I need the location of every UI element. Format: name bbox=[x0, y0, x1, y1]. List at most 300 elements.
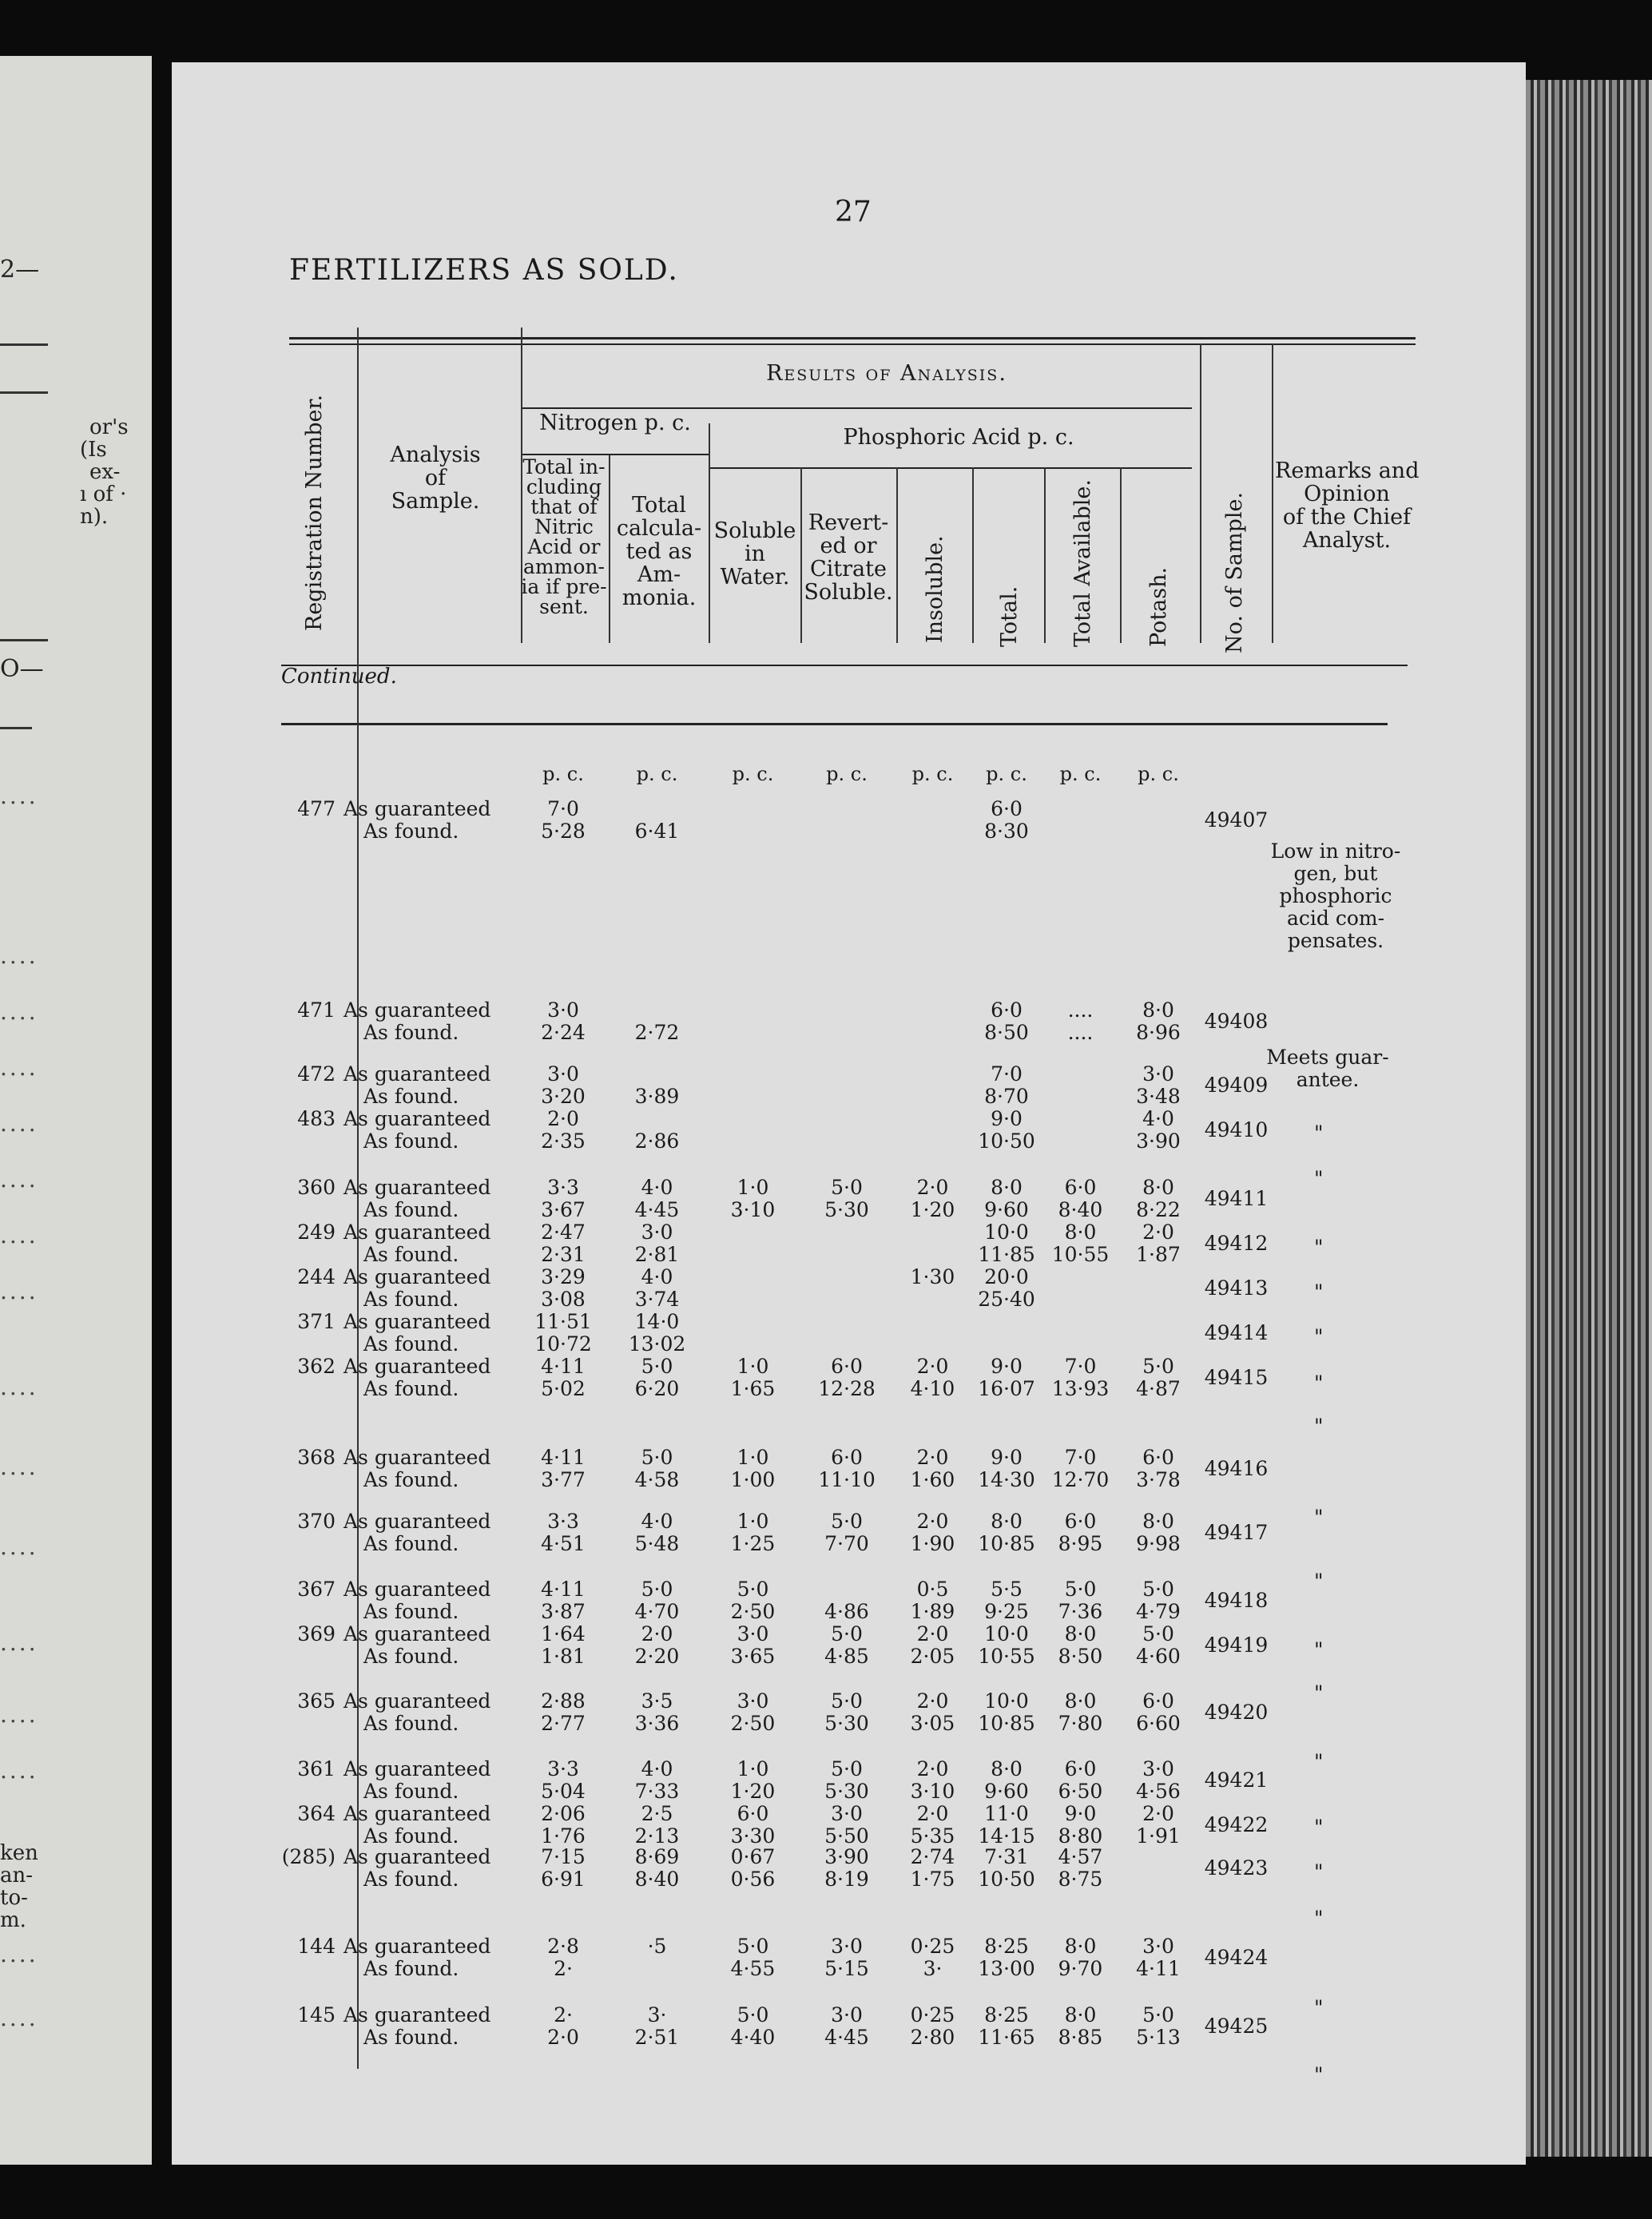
found-value: 3·20 bbox=[541, 1085, 586, 1108]
guaranteed-value: 7·15 bbox=[541, 1845, 586, 1868]
guaranteed-value: 2·0 bbox=[916, 1802, 949, 1825]
found-value: 6·91 bbox=[541, 1868, 586, 1891]
found-value: 4·87 bbox=[1136, 1377, 1181, 1400]
guaranteed-value: 4·11 bbox=[541, 1355, 586, 1378]
left-rule bbox=[0, 639, 48, 641]
found-value: 10·85 bbox=[978, 1532, 1035, 1555]
found-value: 5·30 bbox=[824, 1198, 869, 1221]
guaranteed-value: 3·5 bbox=[641, 1689, 673, 1713]
found-value: 1·76 bbox=[541, 1824, 586, 1848]
found-value: 1·60 bbox=[910, 1468, 955, 1491]
dot-leader: .... bbox=[0, 1757, 38, 1784]
guaranteed-value: 9·0 bbox=[1064, 1802, 1097, 1825]
label-found: As found. bbox=[363, 820, 459, 843]
label-found: As found. bbox=[363, 1377, 459, 1400]
found-value: 3·30 bbox=[730, 1824, 776, 1848]
label-guaranteed: As guaranteed bbox=[344, 1578, 491, 1601]
left-rule bbox=[0, 391, 48, 394]
guaranteed-value: 3·0 bbox=[1142, 1935, 1174, 1958]
found-value: 2·72 bbox=[634, 1021, 680, 1044]
registration-number: 365 bbox=[297, 1689, 336, 1713]
guaranteed-value: 2·0 bbox=[1142, 1802, 1174, 1825]
guaranteed-value: 5·0 bbox=[641, 1578, 673, 1601]
found-value: 6·41 bbox=[634, 820, 680, 843]
page-title: FERTILIZERS AS SOLD. bbox=[289, 254, 679, 287]
guaranteed-value: 7·0 bbox=[1064, 1355, 1097, 1378]
dot-leader: .... bbox=[0, 943, 38, 969]
guaranteed-value: 8·0 bbox=[1064, 1935, 1097, 1958]
found-value: 10·85 bbox=[978, 1712, 1035, 1735]
label-guaranteed: As guaranteed bbox=[344, 1265, 491, 1288]
found-value: 5·35 bbox=[910, 1824, 955, 1848]
found-value: 1·65 bbox=[730, 1377, 776, 1400]
sample-number: 49420 bbox=[1204, 1701, 1269, 1724]
sample-number: 49411 bbox=[1204, 1187, 1269, 1210]
found-value: 3·87 bbox=[541, 1600, 586, 1623]
remark-ditto: " bbox=[1314, 1996, 1324, 2019]
found-value: 25·40 bbox=[978, 1288, 1035, 1311]
found-value: 10·55 bbox=[978, 1645, 1035, 1668]
sample-number: 49414 bbox=[1204, 1321, 1269, 1344]
found-value: 2·50 bbox=[730, 1712, 776, 1735]
label-guaranteed: As guaranteed bbox=[344, 1622, 491, 1645]
dot-leader: .... bbox=[0, 1701, 38, 1728]
guaranteed-value: 5·0 bbox=[1142, 1622, 1174, 1645]
found-value: 9·98 bbox=[1136, 1532, 1181, 1555]
guaranteed-value: 2·88 bbox=[541, 1689, 586, 1713]
guaranteed-value: 3·0 bbox=[547, 1062, 579, 1086]
label-guaranteed: As guaranteed bbox=[344, 1062, 491, 1086]
guaranteed-value: 3·0 bbox=[737, 1622, 769, 1645]
found-value: 9·60 bbox=[984, 1780, 1029, 1803]
found-value: 10·50 bbox=[978, 1868, 1035, 1891]
registration-number: 367 bbox=[297, 1578, 336, 1601]
guaranteed-value: 3·90 bbox=[824, 1845, 869, 1868]
found-value: 2·0 bbox=[547, 2026, 579, 2049]
found-value: 4·11 bbox=[1136, 1957, 1181, 1980]
header-bottom-rule bbox=[281, 665, 1408, 666]
guaranteed-value: 2·5 bbox=[641, 1802, 673, 1825]
found-value: .... bbox=[1067, 1021, 1094, 1044]
found-value: 8·85 bbox=[1058, 2026, 1103, 2049]
found-value: 2·31 bbox=[541, 1243, 586, 1266]
found-value: 4·60 bbox=[1136, 1645, 1181, 1668]
found-value: 2·50 bbox=[730, 1600, 776, 1623]
found-value: 3· bbox=[923, 1957, 943, 1980]
guaranteed-value: 3· bbox=[647, 2003, 667, 2026]
found-value: 1·20 bbox=[730, 1780, 776, 1803]
guaranteed-value: 8·69 bbox=[634, 1845, 680, 1868]
found-value: 1·81 bbox=[541, 1645, 586, 1668]
found-value: 8·22 bbox=[1136, 1198, 1181, 1221]
guaranteed-value: 8·0 bbox=[1064, 1689, 1097, 1713]
left-fragment: n). bbox=[80, 505, 109, 529]
left-fragment: ex- bbox=[89, 460, 121, 484]
registration-number: 244 bbox=[297, 1265, 336, 1288]
dot-leader: .... bbox=[0, 1534, 38, 1560]
found-value: 11·10 bbox=[818, 1468, 876, 1491]
header-top-rule bbox=[289, 343, 1416, 345]
guaranteed-value: 9·0 bbox=[991, 1107, 1023, 1130]
left-fragment: an- bbox=[0, 1864, 34, 1888]
remark-ditto: " bbox=[1314, 2063, 1324, 2086]
found-value: 1·75 bbox=[910, 1868, 955, 1891]
found-value: 14·15 bbox=[978, 1824, 1035, 1848]
guaranteed-value: 6·0 bbox=[991, 797, 1023, 820]
dot-leader: .... bbox=[0, 1374, 38, 1400]
registration-number: 361 bbox=[297, 1757, 336, 1780]
column-divider bbox=[1120, 467, 1122, 643]
registration-number: 483 bbox=[297, 1107, 336, 1130]
label-found: As found. bbox=[363, 1780, 459, 1803]
results-rule bbox=[521, 407, 1192, 409]
found-value: 4·70 bbox=[634, 1600, 680, 1623]
guaranteed-value: 3·0 bbox=[1142, 1062, 1174, 1086]
guaranteed-value: 10·0 bbox=[984, 1221, 1029, 1244]
label-found: As found. bbox=[363, 1712, 459, 1735]
found-value: 3·77 bbox=[541, 1468, 586, 1491]
guaranteed-value: 8·25 bbox=[984, 1935, 1029, 1958]
found-value: 5·02 bbox=[541, 1377, 586, 1400]
label-found: As found. bbox=[363, 1645, 459, 1668]
guaranteed-value: 7·0 bbox=[547, 797, 579, 820]
found-value: 4·10 bbox=[910, 1377, 955, 1400]
found-value: 5·50 bbox=[824, 1824, 869, 1848]
remark-meets-guarantee: Meets guar- antee. bbox=[1266, 1046, 1389, 1091]
sample-number: 49418 bbox=[1204, 1589, 1269, 1612]
found-value: 5·15 bbox=[824, 1957, 869, 1980]
guaranteed-value: 8·0 bbox=[1064, 2003, 1097, 2026]
guaranteed-value: 6·0 bbox=[1064, 1757, 1097, 1780]
guaranteed-value: 3·0 bbox=[831, 2003, 863, 2026]
column-divider bbox=[1272, 343, 1273, 643]
guaranteed-value: 8·0 bbox=[991, 1176, 1023, 1199]
remark-ditto: " bbox=[1314, 1415, 1324, 1438]
guaranteed-value: 5·0 bbox=[737, 1935, 769, 1958]
found-value: 3·90 bbox=[1136, 1129, 1181, 1153]
header-analysis-of-sample: Analysis of Sample. bbox=[390, 443, 481, 514]
guaranteed-value: 2·06 bbox=[541, 1802, 586, 1825]
found-value: 8·75 bbox=[1058, 1868, 1103, 1891]
guaranteed-value: 2·0 bbox=[1142, 1221, 1174, 1244]
guaranteed-value: 6·0 bbox=[831, 1355, 863, 1378]
found-value: 7·80 bbox=[1058, 1712, 1103, 1735]
dot-leader: .... bbox=[0, 783, 38, 809]
found-value: 4·55 bbox=[730, 1957, 776, 1980]
dot-leader: .... bbox=[0, 1166, 38, 1193]
guaranteed-value: 6·0 bbox=[1064, 1510, 1097, 1533]
guaranteed-value: 2·0 bbox=[641, 1622, 673, 1645]
header-potash: Potash. bbox=[1146, 566, 1171, 647]
dot-leader: .... bbox=[0, 1630, 38, 1656]
guaranteed-value: 1·30 bbox=[910, 1265, 955, 1288]
sample-number: 49417 bbox=[1204, 1521, 1269, 1544]
remark-ditto: " bbox=[1314, 1371, 1324, 1395]
label-guaranteed: As guaranteed bbox=[344, 1689, 491, 1713]
guaranteed-value: 4·0 bbox=[641, 1510, 673, 1533]
book-page-edges bbox=[1526, 80, 1652, 2157]
found-value: 4·85 bbox=[824, 1645, 869, 1668]
dot-leader: .... bbox=[0, 1278, 38, 1304]
label-found: As found. bbox=[363, 1129, 459, 1153]
found-value: 1·00 bbox=[730, 1468, 776, 1491]
guaranteed-value: 5·5 bbox=[991, 1578, 1023, 1601]
remark-ditto: " bbox=[1314, 1816, 1324, 1839]
found-value: 0·56 bbox=[730, 1868, 776, 1891]
found-value: 4·45 bbox=[634, 1198, 680, 1221]
header-total-including-nitric: Total in- cluding that of Nitric Acid or ammon- ia if pre- sent. bbox=[521, 455, 607, 618]
column-divider bbox=[896, 467, 898, 643]
guaranteed-value: 9·0 bbox=[991, 1355, 1023, 1378]
header-total-calculated-ammonia: Total calcula- ted as Am- monia. bbox=[616, 493, 702, 610]
guaranteed-value: 1·64 bbox=[541, 1622, 586, 1645]
header-top-rule bbox=[289, 337, 1416, 339]
sample-number: 49407 bbox=[1204, 808, 1269, 832]
registration-number: 144 bbox=[297, 1935, 336, 1958]
guaranteed-value: 2·8 bbox=[547, 1935, 579, 1958]
found-value: 8·40 bbox=[634, 1868, 680, 1891]
label-found: As found. bbox=[363, 1021, 459, 1044]
found-value: 8·19 bbox=[824, 1868, 869, 1891]
found-value: 3·74 bbox=[634, 1288, 680, 1311]
found-value: 9·25 bbox=[984, 1600, 1029, 1623]
guaranteed-value: 2·0 bbox=[547, 1107, 579, 1130]
guaranteed-value: 4·57 bbox=[1058, 1845, 1103, 1868]
found-value: 7·36 bbox=[1058, 1600, 1103, 1623]
unit-label: p. c. bbox=[911, 763, 954, 785]
found-value: 8·96 bbox=[1136, 1021, 1181, 1044]
found-value: 3·10 bbox=[730, 1198, 776, 1221]
label-found: As found. bbox=[363, 1468, 459, 1491]
sample-number: 49408 bbox=[1204, 1010, 1269, 1033]
guaranteed-value: 1·0 bbox=[737, 1757, 769, 1780]
registration-number: 472 bbox=[297, 1062, 336, 1086]
guaranteed-value: 3·0 bbox=[831, 1935, 863, 1958]
guaranteed-value: 8·0 bbox=[1064, 1622, 1097, 1645]
guaranteed-value: 4·0 bbox=[641, 1176, 673, 1199]
guaranteed-value: 4·11 bbox=[541, 1578, 586, 1601]
dot-leader: .... bbox=[0, 998, 38, 1025]
found-value: 7·33 bbox=[634, 1780, 680, 1803]
guaranteed-value: 5·0 bbox=[1064, 1578, 1097, 1601]
header-results-of-analysis: Results of Analysis. bbox=[766, 361, 1007, 386]
found-value: 10·55 bbox=[1051, 1243, 1110, 1266]
found-value: 4·58 bbox=[634, 1468, 680, 1491]
guaranteed-value: 8·0 bbox=[1064, 1221, 1097, 1244]
header-reverted-citrate-soluble: Revert- ed or Citrate Soluble. bbox=[804, 510, 893, 605]
header-phosphoric-acid: Phosphoric Acid p. c. bbox=[843, 425, 1074, 450]
guaranteed-value: 2·47 bbox=[541, 1221, 586, 1244]
sample-number: 49412 bbox=[1204, 1232, 1269, 1255]
column-divider bbox=[609, 455, 610, 643]
guaranteed-value: 1·0 bbox=[737, 1355, 769, 1378]
remark-ditto: " bbox=[1314, 1570, 1324, 1593]
guaranteed-value: 5·0 bbox=[831, 1757, 863, 1780]
label-guaranteed: As guaranteed bbox=[344, 1510, 491, 1533]
guaranteed-value: 0·5 bbox=[916, 1578, 949, 1601]
unit-label: p. c. bbox=[1138, 763, 1179, 785]
found-value: 8·80 bbox=[1058, 1824, 1103, 1848]
label-found: As found. bbox=[363, 1198, 459, 1221]
sample-number: 49410 bbox=[1204, 1118, 1269, 1141]
guaranteed-value: 6·0 bbox=[737, 1802, 769, 1825]
remark-ditto: " bbox=[1314, 1506, 1324, 1529]
guaranteed-value: 6·0 bbox=[991, 998, 1023, 1022]
found-value: 8·50 bbox=[1058, 1645, 1103, 1668]
guaranteed-value: 5·0 bbox=[641, 1355, 673, 1378]
label-guaranteed: As guaranteed bbox=[344, 998, 491, 1022]
guaranteed-value: 2·0 bbox=[916, 1355, 949, 1378]
guaranteed-value: 8·0 bbox=[991, 1757, 1023, 1780]
remark-ditto: " bbox=[1314, 1280, 1324, 1304]
label-guaranteed: As guaranteed bbox=[344, 1355, 491, 1378]
guaranteed-value: 3·3 bbox=[547, 1510, 579, 1533]
found-value: 14·30 bbox=[978, 1468, 1035, 1491]
header-remarks: Remarks and Opinion of the Chief Analyst. bbox=[1275, 458, 1420, 553]
found-value: 3·36 bbox=[634, 1712, 680, 1735]
label-guaranteed: As guaranteed bbox=[344, 1935, 491, 1958]
header-no-of-sample: No. of Sample. bbox=[1222, 491, 1247, 653]
found-value: 4·79 bbox=[1136, 1600, 1181, 1623]
found-value: 8·50 bbox=[984, 1021, 1029, 1044]
column-divider bbox=[1200, 343, 1201, 643]
label-found: As found. bbox=[363, 1957, 459, 1980]
guaranteed-value: 3·0 bbox=[831, 1802, 863, 1825]
guaranteed-value: 14·0 bbox=[634, 1310, 680, 1333]
found-value: 1·90 bbox=[910, 1532, 955, 1555]
sample-number: 49416 bbox=[1204, 1457, 1269, 1480]
registration-number: 371 bbox=[297, 1310, 336, 1333]
remark-ditto: " bbox=[1314, 1325, 1324, 1348]
found-value: 3·48 bbox=[1136, 1085, 1181, 1108]
unit-label: p. c. bbox=[1059, 763, 1102, 785]
label-found: As found. bbox=[363, 1600, 459, 1623]
left-fragment: or's bbox=[89, 415, 129, 439]
found-value: 5·30 bbox=[824, 1780, 869, 1803]
remark-ditto: " bbox=[1314, 1167, 1324, 1190]
guaranteed-value: 11·51 bbox=[534, 1310, 592, 1333]
remark-ditto: " bbox=[1314, 1236, 1324, 1259]
guaranteed-value: 5·0 bbox=[737, 2003, 769, 2026]
sample-number: 49419 bbox=[1204, 1633, 1269, 1657]
found-value: 8·95 bbox=[1058, 1532, 1103, 1555]
label-found: As found. bbox=[363, 1824, 459, 1848]
guaranteed-value: 7·31 bbox=[984, 1845, 1029, 1868]
found-value: 16·07 bbox=[978, 1377, 1035, 1400]
remark-ditto: " bbox=[1314, 1121, 1324, 1145]
found-value: 1·87 bbox=[1136, 1243, 1181, 1266]
found-value: 3·10 bbox=[910, 1780, 955, 1803]
found-value: 2·05 bbox=[910, 1645, 955, 1668]
left-fragment: O— bbox=[0, 655, 44, 683]
registration-number: 370 bbox=[297, 1510, 336, 1533]
left-fragment: ken bbox=[0, 1841, 38, 1865]
sample-number: 49415 bbox=[1204, 1366, 1269, 1389]
guaranteed-value: 8·0 bbox=[1142, 1510, 1174, 1533]
label-found: As found. bbox=[363, 2026, 459, 2049]
unit-label: p. c. bbox=[636, 763, 678, 785]
guaranteed-value: 10·0 bbox=[984, 1689, 1029, 1713]
registration-number: (285) bbox=[281, 1845, 336, 1868]
found-value: 2·77 bbox=[541, 1712, 586, 1735]
left-fragment: (Is bbox=[80, 438, 107, 462]
continued-label: Continued. bbox=[281, 665, 397, 689]
found-value: 2·80 bbox=[910, 2026, 955, 2049]
page-number: 27 bbox=[835, 196, 872, 228]
guaranteed-value: 8·0 bbox=[991, 1510, 1023, 1533]
guaranteed-value: 1·0 bbox=[737, 1446, 769, 1469]
guaranteed-value: 5·0 bbox=[831, 1510, 863, 1533]
found-value: 3·08 bbox=[541, 1288, 586, 1311]
label-guaranteed: As guaranteed bbox=[344, 1310, 491, 1333]
found-value: 2·20 bbox=[634, 1645, 680, 1668]
guaranteed-value: 5·0 bbox=[831, 1689, 863, 1713]
sample-number: 49422 bbox=[1204, 1813, 1269, 1836]
label-guaranteed: As guaranteed bbox=[344, 1845, 491, 1868]
found-value: 3·67 bbox=[541, 1198, 586, 1221]
guaranteed-value: 9·0 bbox=[991, 1446, 1023, 1469]
found-value: 8·30 bbox=[984, 820, 1029, 843]
found-value: 2·35 bbox=[541, 1129, 586, 1153]
guaranteed-value: 2·0 bbox=[916, 1446, 949, 1469]
found-value: 11·85 bbox=[978, 1243, 1035, 1266]
found-value: 6·60 bbox=[1136, 1712, 1181, 1735]
registration-number: 362 bbox=[297, 1355, 336, 1378]
guaranteed-value: ·5 bbox=[647, 1935, 667, 1958]
guaranteed-value: 3·0 bbox=[641, 1221, 673, 1244]
guaranteed-value: .... bbox=[1067, 998, 1094, 1022]
guaranteed-value: 1·0 bbox=[737, 1176, 769, 1199]
sample-number: 49409 bbox=[1204, 1074, 1269, 1097]
label-guaranteed: As guaranteed bbox=[344, 1757, 491, 1780]
label-guaranteed: As guaranteed bbox=[344, 797, 491, 820]
guaranteed-value: 4·11 bbox=[541, 1446, 586, 1469]
label-found: As found. bbox=[363, 1532, 459, 1555]
guaranteed-value: 2· bbox=[554, 2003, 573, 2026]
left-fragment: 2— bbox=[0, 256, 40, 284]
found-value: 6·20 bbox=[634, 1377, 680, 1400]
guaranteed-value: 2·0 bbox=[916, 1757, 949, 1780]
found-value: 6·50 bbox=[1058, 1780, 1103, 1803]
guaranteed-value: 8·0 bbox=[1142, 1176, 1174, 1199]
guaranteed-value: 5·0 bbox=[831, 1622, 863, 1645]
found-value: 5·28 bbox=[541, 820, 586, 843]
found-value: 1·91 bbox=[1136, 1824, 1181, 1848]
found-value: 10·50 bbox=[978, 1129, 1035, 1153]
guaranteed-value: 8·25 bbox=[984, 2003, 1029, 2026]
left-fragment: ı of · bbox=[80, 482, 127, 506]
unit-label: p. c. bbox=[542, 763, 584, 785]
guaranteed-value: 5·0 bbox=[1142, 1578, 1174, 1601]
guaranteed-value: 2·0 bbox=[916, 1689, 949, 1713]
registration-number: 477 bbox=[297, 797, 336, 820]
dot-leader: .... bbox=[0, 1222, 38, 1248]
guaranteed-value: 6·0 bbox=[1064, 1176, 1097, 1199]
guaranteed-value: 5·0 bbox=[641, 1446, 673, 1469]
dot-leader: .... bbox=[0, 1454, 38, 1480]
found-value: 8·70 bbox=[984, 1085, 1029, 1108]
guaranteed-value: 6·0 bbox=[831, 1446, 863, 1469]
dot-leader: .... bbox=[0, 1054, 38, 1081]
remark-ditto: " bbox=[1314, 1681, 1324, 1705]
remark-ditto: " bbox=[1314, 1750, 1324, 1773]
found-value: 9·60 bbox=[984, 1198, 1029, 1221]
found-value: 5·13 bbox=[1136, 2026, 1181, 2049]
registration-number: 364 bbox=[297, 1802, 336, 1825]
label-guaranteed: As guaranteed bbox=[344, 1176, 491, 1199]
left-rule bbox=[0, 727, 32, 729]
remark-ditto: " bbox=[1314, 1860, 1324, 1884]
